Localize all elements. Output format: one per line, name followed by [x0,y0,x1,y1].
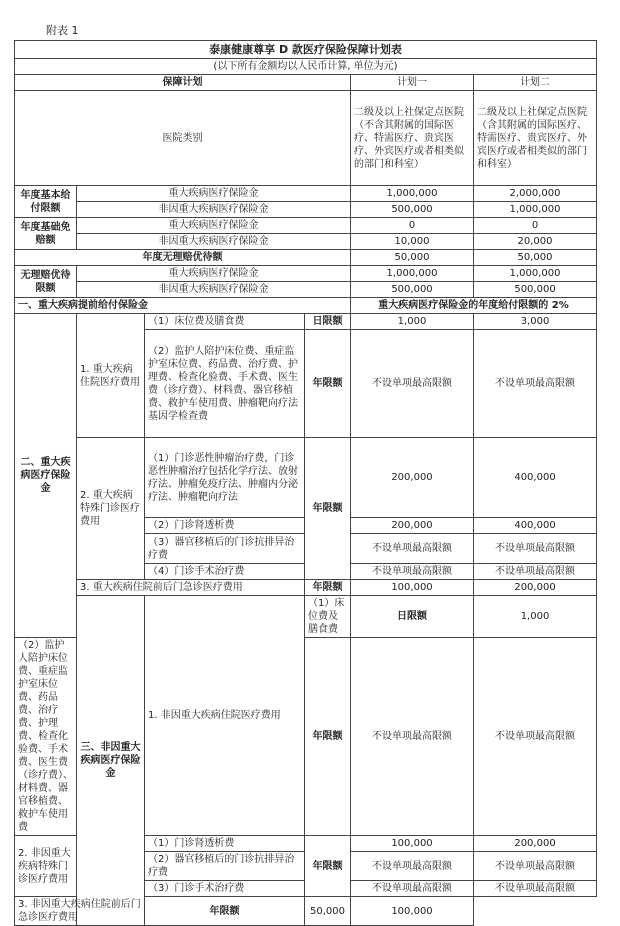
deductible-non-plan2: 20,000 [474,234,597,250]
section2-group2-label: 2. 重大疾病特殊门诊医疗费用 [77,438,145,580]
section2-row5-item: （3）器官移植后的门诊抗排异治疗费 [145,534,305,564]
deductible-non-plan1: 10,000 [351,234,474,250]
deductible-non-label: 非因重大疾病医疗保险金 [77,234,351,250]
section3-group1-label: 1. 非因重大疾病住院医疗费用 [145,596,305,836]
section2-row7-item: 3. 重大疾病住院前后门急诊医疗费用 [77,580,305,596]
no-claim-non-plan2: 500,000 [474,282,597,298]
plan-header-label: 保障计划 [15,75,351,91]
section2-row1-limit: 日限额 [305,314,351,330]
insurance-plan-table [14,40,597,926]
section3-row6-plan2: 100,000 [351,897,474,926]
section2-label: 二、重大疾病医疗保险金 [15,314,77,638]
section2-row1-plan2: 3,000 [474,314,597,330]
section1-label: 一、重大疾病提前给付保险金 [15,298,351,314]
section3-row2-item: （2）监护人陪护床位费、重症监护室床位费、药品费、治疗费、护理费、检查化验费、手术费、医生费（诊疗费）、材料费、器官移植费、救护车使用费 [15,638,77,836]
section3-row2-plan1: 不设单项最高限额 [351,638,474,836]
section2-group1-label: 1. 重大疾病住院医疗费用 [77,314,145,438]
section2-row3-item: （1）门诊恶性肿瘤治疗费，门诊恶性肿瘤治疗包括化学疗法、放射疗法、肿瘤免疫疗法、肿瘤内分泌疗法、肿瘤靶向疗法 [145,438,305,518]
section2-row7-plan2: 200,000 [474,580,597,596]
section3-row3-plan2: 200,000 [474,836,597,852]
annual-limit-non-label: 非因重大疾病医疗保险金 [77,202,351,218]
section3-row1-plan1: 1,000 [474,596,597,638]
table-subtitle: (以下所有金额均以人民币计算, 单位为元) [15,59,597,75]
section2-row5-plan1: 不设单项最高限额 [351,534,474,564]
section1-value: 重大疾病医疗保险金的年度给付限额的 2% [351,298,597,314]
section2-row7-limit: 年限额 [305,580,351,596]
section3-row2-limit: 年限额 [305,638,351,836]
section3-row6-plan1: 50,000 [305,897,351,926]
section2-row7-plan1: 100,000 [351,580,474,596]
section2-row3-limit: 年限额 [305,438,351,580]
section2-row5-plan2: 不设单项最高限额 [474,534,597,564]
section3-row4-plan2: 不设单项最高限额 [474,852,597,881]
annual-limit-non-plan1: 500,000 [351,202,474,218]
section3-row6-limit: 年限额 [145,897,305,926]
no-claim-major-plan1: 1,000,000 [351,266,474,282]
no-claim-major-label: 重大疾病医疗保险金 [77,266,351,282]
annual-no-claim-plan1: 50,000 [351,250,474,266]
section2-row4-plan2: 400,000 [474,518,597,534]
section3-row3-plan1: 100,000 [351,836,474,852]
section2-row2-limit: 年限额 [305,330,351,438]
deductible-label: 年度基础免赔额 [15,218,77,250]
annual-limit-major-plan1: 1,000,000 [351,186,474,202]
section3-row5-item: （3）门诊手术治疗费 [145,881,305,897]
section3-label: 三、非因重大疾病医疗保险金 [77,596,145,926]
section3-row1-item: （1）床位费及膳食费 [305,596,351,638]
section3-row3-item: （1）门诊肾透析费 [145,836,305,852]
section3-row6-item: 3. 非因重大疾病住院前后门急诊医疗费用 [15,897,145,926]
section2-row4-item: （2）门诊肾透析费 [145,518,305,534]
annual-limit-major-label: 重大疾病医疗保险金 [77,186,351,202]
section2-row3-plan2: 400,000 [474,438,597,518]
section3-row4-plan1: 不设单项最高限额 [351,852,474,881]
section2-row2-plan2: 不设单项最高限额 [474,330,597,438]
section2-row4-plan1: 200,000 [351,518,474,534]
no-claim-limit-label: 无理赔优待限额 [15,266,77,298]
section2-row6-plan2: 不设单项最高限额 [474,564,597,580]
annual-limit-non-plan2: 1,000,000 [474,202,597,218]
section2-row3-plan1: 200,000 [351,438,474,518]
section3-row5-plan2: 不设单项最高限额 [474,881,597,897]
plan2-hospital-scope: 二级及以上社保定点医院（含其附属的国际医疗、特需医疗、贵宾医疗、外宾医疗或者相类似的部门和科室） [474,91,597,186]
annual-limit-major-plan2: 2,000,000 [474,186,597,202]
section3-row5-plan1: 不设单项最高限额 [351,881,474,897]
section2-row1-plan1: 1,000 [351,314,474,330]
section2-row6-item: （4）门诊手术治疗费 [145,564,305,580]
section3-row2-plan2: 不设单项最高限额 [474,638,597,836]
annual-limit-label: 年度基本给付限额 [15,186,77,218]
section3-group2-label: 2. 非因重大疾病特殊门诊医疗费用 [15,836,77,897]
section2-row2-item: （2）监护人陪护床位费、重症监护室床位费、药品费、治疗费、护理费、检查化验费、手术费、医生费（诊疗费）、材料费、器官移植费、救护车使用费、肿瘤靶向疗法基因学检查费 [145,330,305,438]
section2-row1-item: （1）床位费及膳食费 [145,314,305,330]
section2-row2-plan1: 不设单项最高限额 [351,330,474,438]
no-claim-non-plan1: 500,000 [351,282,474,298]
section3-row4-item: （2）器官移植后的门诊抗排异治疗费 [145,852,305,881]
annual-no-claim-plan2: 50,000 [474,250,597,266]
deductible-major-label: 重大疾病医疗保险金 [77,218,351,234]
deductible-major-plan2: 0 [474,218,597,234]
section3-row3-limit: 年限额 [305,836,351,897]
plan1-hospital-scope: 二级及以上社保定点医院（不含其附属的国际医疗、特需医疗、贵宾医疗、外宾医疗或者相类似的部门和科室） [351,91,474,186]
deductible-major-plan1: 0 [351,218,474,234]
section3-row1-limit: 日限额 [351,596,474,638]
no-claim-non-label: 非因重大疾病医疗保险金 [77,282,351,298]
section2-row6-plan1: 不设单项最高限额 [351,564,474,580]
plan1-header: 计划一 [351,75,474,91]
no-claim-major-plan2: 1,000,000 [474,266,597,282]
annual-no-claim-label: 年度无理赔优待额 [15,250,351,266]
hospital-category-label: 医院类别 [15,91,351,186]
table-title: 泰康健康尊享 D 款医疗保险保障计划表 [15,41,597,59]
attachment-label: 附表 1 [46,24,79,37]
plan2-header: 计划二 [474,75,597,91]
